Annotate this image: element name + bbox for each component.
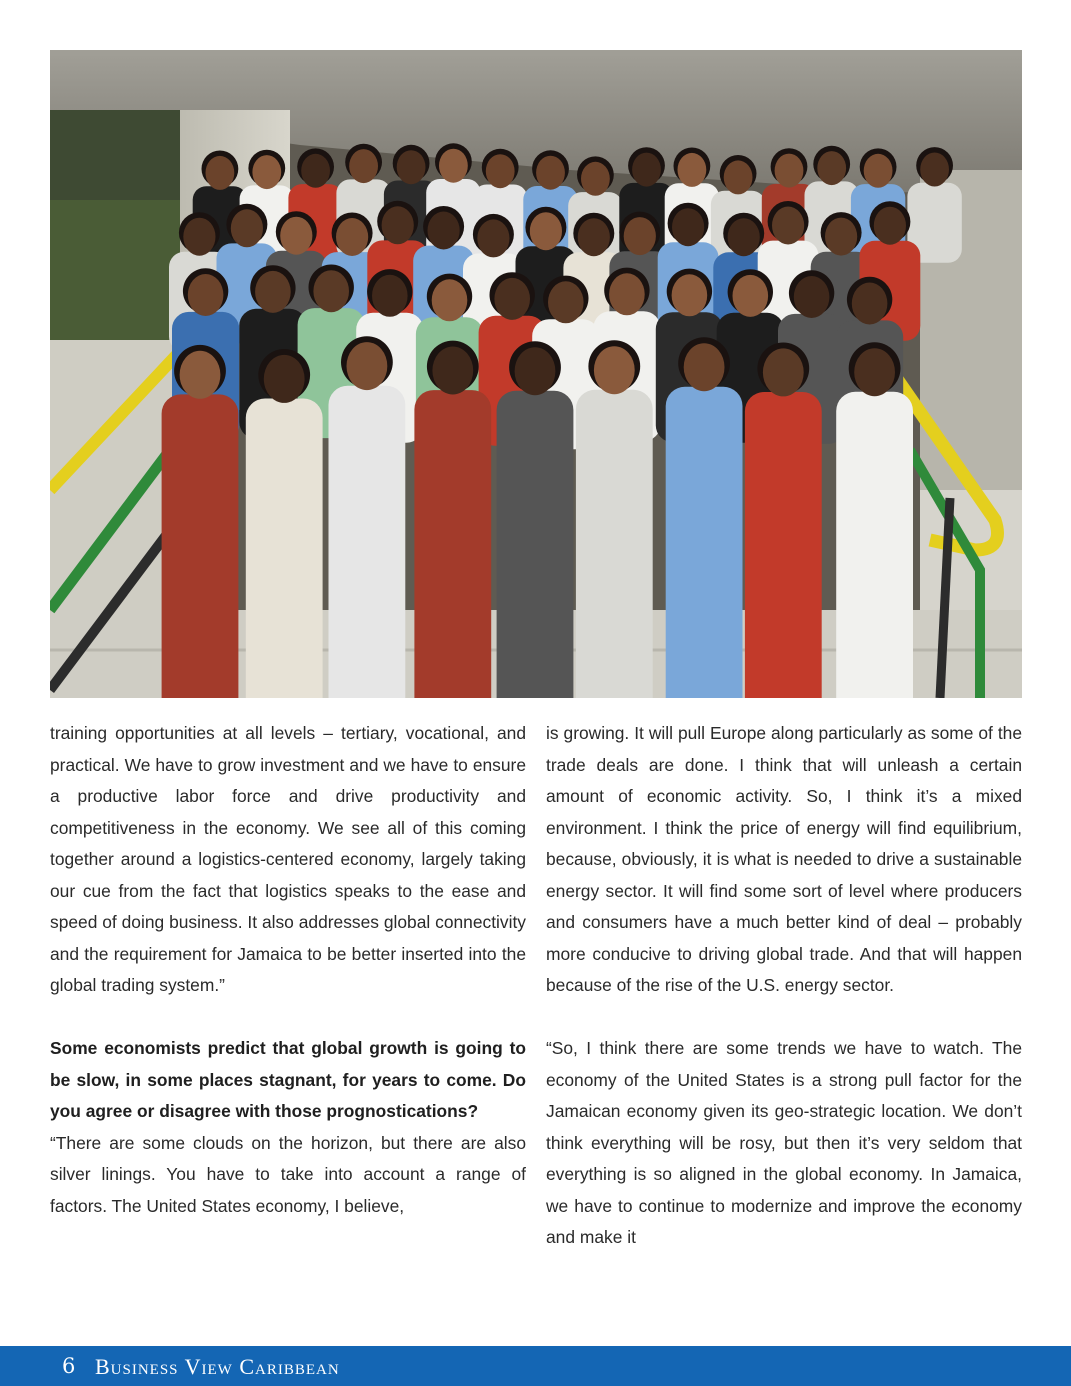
photo-person-head xyxy=(775,154,804,188)
group-photo xyxy=(50,50,1022,698)
group-photo-illustration xyxy=(50,50,1022,698)
photo-person-head xyxy=(548,281,584,323)
article-paragraph: training opportunities at all levels – tertiary, vocational, and practical. We have to grow investment and we have to ensure a productive labor force and drive productivity and competitiveness in the economy. We see all of this coming together around a logistics-centered economy, largely taking our cue from the fact that logistics speaks to the ease and speed of doing business. It also addresses global connectivity and the requirement for Jamaica to be better inserted into the global trading system.” xyxy=(50,723,526,995)
photo-person-head xyxy=(594,346,635,394)
photo-person-head xyxy=(397,150,426,184)
photo-person-body xyxy=(414,390,491,698)
page-number: 6 xyxy=(62,1354,76,1378)
photo-person-head xyxy=(180,351,221,399)
photo-person-head xyxy=(920,153,949,187)
photo-person-body xyxy=(246,399,323,699)
photo-person-head xyxy=(206,156,235,190)
photo-person-head xyxy=(632,153,661,187)
photo-person-head xyxy=(684,343,725,391)
photo-person-head xyxy=(578,218,610,256)
photo-person-head xyxy=(477,219,509,257)
photo-person xyxy=(497,341,574,698)
photo-person-head xyxy=(724,160,753,194)
photo-person-head xyxy=(678,153,707,187)
photo-person-body xyxy=(162,394,239,698)
photo-person-head xyxy=(336,218,368,256)
photo-person-body xyxy=(497,391,574,698)
photo-person xyxy=(329,336,406,698)
photo-person-head xyxy=(372,275,408,317)
photo-person-body xyxy=(745,392,822,698)
photo-person-head xyxy=(672,208,704,246)
photo-person-head xyxy=(530,212,562,250)
article-column-left xyxy=(50,718,526,1308)
photo-person-body xyxy=(836,392,913,698)
photo-person-head xyxy=(347,342,388,390)
photo-person-head xyxy=(852,283,888,325)
photo-person-head xyxy=(763,348,804,396)
photo-person-head xyxy=(624,217,656,255)
photo-person xyxy=(836,342,913,698)
article-paragraph: is growing. It will pull Europe along particularly as some of the trade deals are done. I think that will unleash a certain amount of economic activity. So, I think it’s a mixed environment. I think the price of energy will find equilibrium, because, obviously, it is what is needed to drive a sustainable energy sector. It will find some sort of level where producers and consumers have a much better kind of deal – probably more conducive to driving global trade. And that will happen because of the rise of the U.S. energy sector. xyxy=(546,723,1022,995)
photo-person-head xyxy=(432,279,468,321)
photo-person-head xyxy=(428,212,460,250)
article-paragraph: “There are some clouds on the horizon, but there are also silver linings. You have to take into account a range of factors. The United States economy, I believe, xyxy=(50,1132,526,1216)
photo-person xyxy=(414,341,491,698)
photo-person xyxy=(162,345,239,698)
photo-person-head xyxy=(581,162,610,196)
photo-person-head xyxy=(672,274,708,316)
photo-person-body xyxy=(329,386,406,698)
photo-person-head xyxy=(609,273,645,315)
article-column-right xyxy=(546,718,1022,1308)
interview-question: Some economists predict that global growth is going to be slow, in some places stagnant, for years to come. Do you agree or disagree with those prognostications? xyxy=(50,1038,526,1121)
photo-person-head xyxy=(817,151,846,185)
photo-person-head xyxy=(439,149,468,183)
photo-person-body xyxy=(666,387,743,698)
photo-person-head xyxy=(486,154,515,188)
photo-person-head xyxy=(854,348,895,396)
photo-person-head xyxy=(280,217,312,255)
photo-person xyxy=(666,337,743,698)
photo-person-head xyxy=(515,347,556,395)
photo-person xyxy=(246,349,323,698)
article-paragraph: “So, I think there are some trends we have to watch. The economy of the United States is a strong pull factor for the Jamaican economy given its geo-strategic location. We don’t think everything will be rosy, but then it’s very seldom that everything is so aligned in the global economy. In Jamaica, we have to continue to modernize and improve the economy and make it xyxy=(546,1038,1022,1247)
photo-person-head xyxy=(794,276,830,318)
photo-person-head xyxy=(188,274,224,316)
photo-person-head xyxy=(432,347,473,395)
photo-person-body xyxy=(576,390,653,698)
photo-person-head xyxy=(772,207,804,245)
photo-person-head xyxy=(874,207,906,245)
photo-person-head xyxy=(264,355,305,403)
photo-person-head xyxy=(728,218,760,256)
photo-person xyxy=(745,343,822,699)
photo-person-head xyxy=(252,155,281,189)
photo-person-head xyxy=(382,206,414,244)
photo-person-head xyxy=(494,278,530,320)
photo-person-head xyxy=(536,156,565,190)
photo-person-head xyxy=(313,270,349,312)
photo-person-head xyxy=(825,218,857,256)
photo-person-head xyxy=(255,271,291,313)
page-footer xyxy=(0,1346,1071,1386)
photo-person-head xyxy=(231,209,263,247)
photo-person-head xyxy=(733,275,769,317)
photo-person-head xyxy=(349,149,378,183)
photo-person-head xyxy=(864,154,893,188)
publication-name: Business View Caribbean xyxy=(95,1354,340,1379)
photo-person-head xyxy=(301,154,330,188)
photo-person-head xyxy=(183,218,215,256)
photo-person xyxy=(576,340,653,698)
